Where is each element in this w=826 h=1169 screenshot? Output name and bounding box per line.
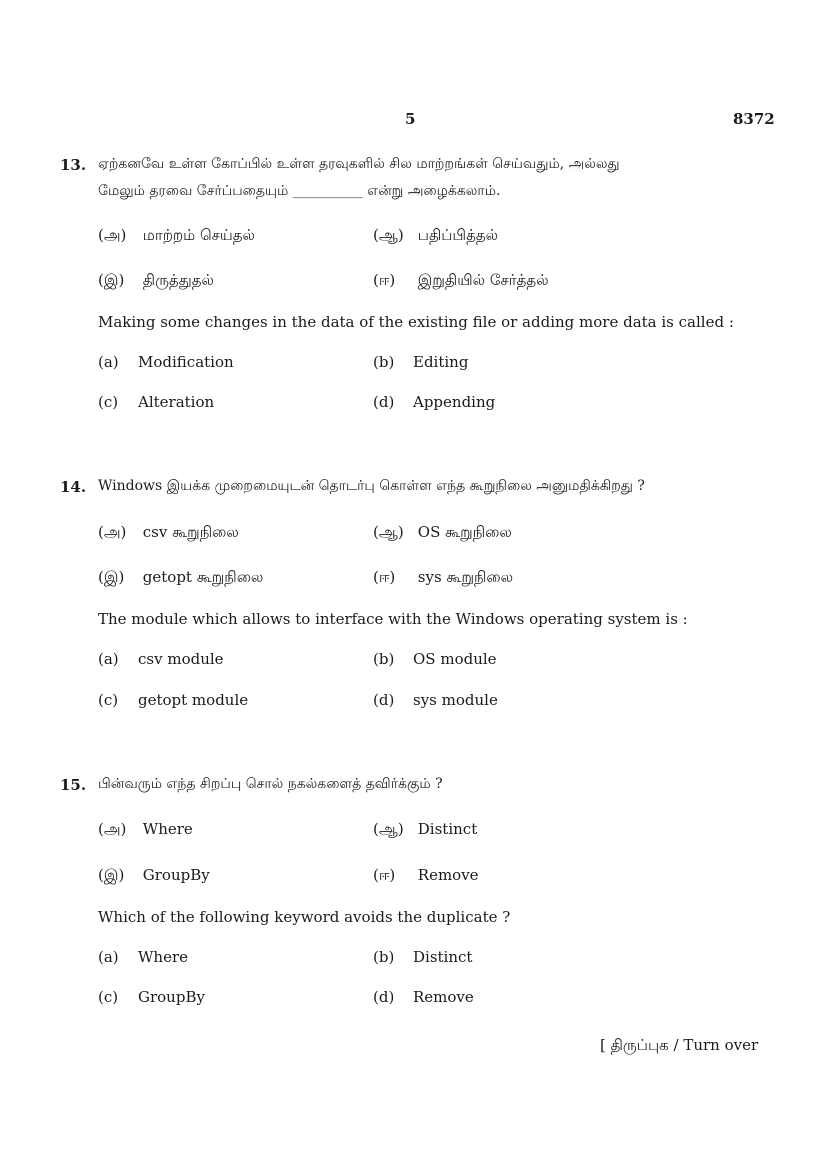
option-marker: (b) (373, 650, 395, 668)
question-text-tamil-line: Windows இயக்க முறைமையுடன் தொடர்பு கொள்ள எந்த கூறுநிலை அனுமதிக்கிறது ? (98, 478, 645, 494)
option-tamil-b[interactable] (373, 523, 512, 543)
option-text: sys module (413, 691, 498, 709)
option-marker: (d) (373, 988, 395, 1006)
option-tamil-a[interactable] (98, 820, 193, 840)
option-text: Appending (413, 393, 496, 411)
question-number: 15. (60, 776, 87, 794)
question-text-tamil (98, 771, 758, 798)
option-tamil-c[interactable] (98, 568, 263, 588)
question-number: 14. (60, 478, 87, 496)
option-marker: (c) (98, 691, 119, 709)
option-marker: (இ) (98, 866, 125, 884)
option-a[interactable] (98, 650, 224, 668)
option-text: sys கூறுநிலை (417, 568, 514, 586)
question-text-english: The module which allows to interface with the Windows operating system is : (98, 610, 688, 628)
option-marker: (d) (373, 393, 395, 411)
page-number: 5 (405, 110, 416, 128)
option-marker: (அ) (98, 820, 127, 838)
option-text: Modification (138, 353, 234, 371)
option-text: GroupBy (138, 988, 205, 1006)
option-text: OS module (413, 650, 497, 668)
option-c[interactable] (98, 393, 214, 411)
option-marker: (a) (98, 353, 119, 371)
option-marker: (ஈ) (373, 866, 396, 884)
option-tamil-a[interactable] (98, 523, 239, 543)
option-text: மாற்றம் செய்தல் (142, 226, 256, 244)
paper-code: 8372 (733, 110, 775, 128)
option-marker: (ஈ) (373, 271, 396, 289)
option-a[interactable] (98, 948, 188, 966)
option-text: Distinct (417, 820, 478, 838)
question-text-tamil (98, 473, 758, 500)
option-tamil-c[interactable] (98, 866, 210, 886)
option-b[interactable] (373, 650, 497, 668)
option-marker: (ஆ) (373, 523, 404, 541)
option-marker: (d) (373, 691, 395, 709)
question-text-tamil (98, 151, 758, 205)
question-text-tamil-line: பின்வரும் எந்த சிறப்பு சொல் நகல்களைத் தவிர்க்கும் ? (98, 776, 443, 792)
turn-over-footer: [ திருப்புக / Turn over (600, 1036, 759, 1054)
option-d[interactable] (373, 393, 495, 411)
option-text: Where (142, 820, 193, 838)
option-text: இறுதியில் சேர்த்தல் (417, 271, 549, 289)
option-c[interactable] (98, 988, 205, 1006)
option-marker: (இ) (98, 271, 125, 289)
option-tamil-b[interactable] (373, 820, 477, 840)
option-d[interactable] (373, 691, 498, 709)
question-number: 13. (60, 156, 87, 174)
option-tamil-d[interactable] (373, 568, 513, 588)
option-marker: (அ) (98, 523, 127, 541)
option-text: Remove (417, 866, 479, 884)
option-marker: (c) (98, 393, 119, 411)
option-text: Editing (413, 353, 469, 371)
option-text: பதிப்பித்தல் (417, 226, 499, 244)
option-b[interactable] (373, 948, 472, 966)
question-text-english: Which of the following keyword avoids the duplicate ? (98, 908, 511, 926)
option-text: csv கூறுநிலை (142, 523, 239, 541)
option-text: GroupBy (142, 866, 210, 884)
option-text: திருத்துதல் (142, 271, 214, 289)
option-text: getopt module (138, 691, 249, 709)
option-text: getopt கூறுநிலை (142, 568, 264, 586)
option-text: Where (138, 948, 189, 966)
option-tamil-d[interactable] (373, 271, 549, 291)
option-text: Alteration (138, 393, 215, 411)
option-text: OS கூறுநிலை (417, 523, 512, 541)
question-text-tamil-line: ஏற்கனவே உள்ள கோப்பில் உள்ள தரவுகளில் சில மாற்றங்கள் செய்வதும், அல்லது (98, 156, 620, 172)
option-marker: (ஈ) (373, 568, 396, 586)
option-marker: (a) (98, 948, 119, 966)
question-text-english: Making some changes in the data of the existing file or adding more data is called : (98, 313, 734, 331)
option-d[interactable] (373, 988, 474, 1006)
option-tamil-a[interactable] (98, 226, 255, 246)
option-marker: (அ) (98, 226, 127, 244)
option-marker: (b) (373, 948, 395, 966)
question-text-tamil-line: மேலும் தரவை சேர்ப்பதையும் __________ என்று அழைக்கலாம். (98, 183, 501, 199)
option-b[interactable] (373, 353, 468, 371)
option-marker: (a) (98, 650, 119, 668)
option-marker: (c) (98, 988, 119, 1006)
option-text: Distinct (413, 948, 473, 966)
option-marker: (b) (373, 353, 395, 371)
option-a[interactable] (98, 353, 234, 371)
option-text: Remove (413, 988, 474, 1006)
option-marker: (ஆ) (373, 226, 404, 244)
option-tamil-b[interactable] (373, 226, 498, 246)
option-marker: (இ) (98, 568, 125, 586)
option-tamil-c[interactable] (98, 271, 214, 291)
option-text: csv module (138, 650, 224, 668)
option-c[interactable] (98, 691, 248, 709)
option-tamil-d[interactable] (373, 866, 479, 886)
option-marker: (ஆ) (373, 820, 404, 838)
